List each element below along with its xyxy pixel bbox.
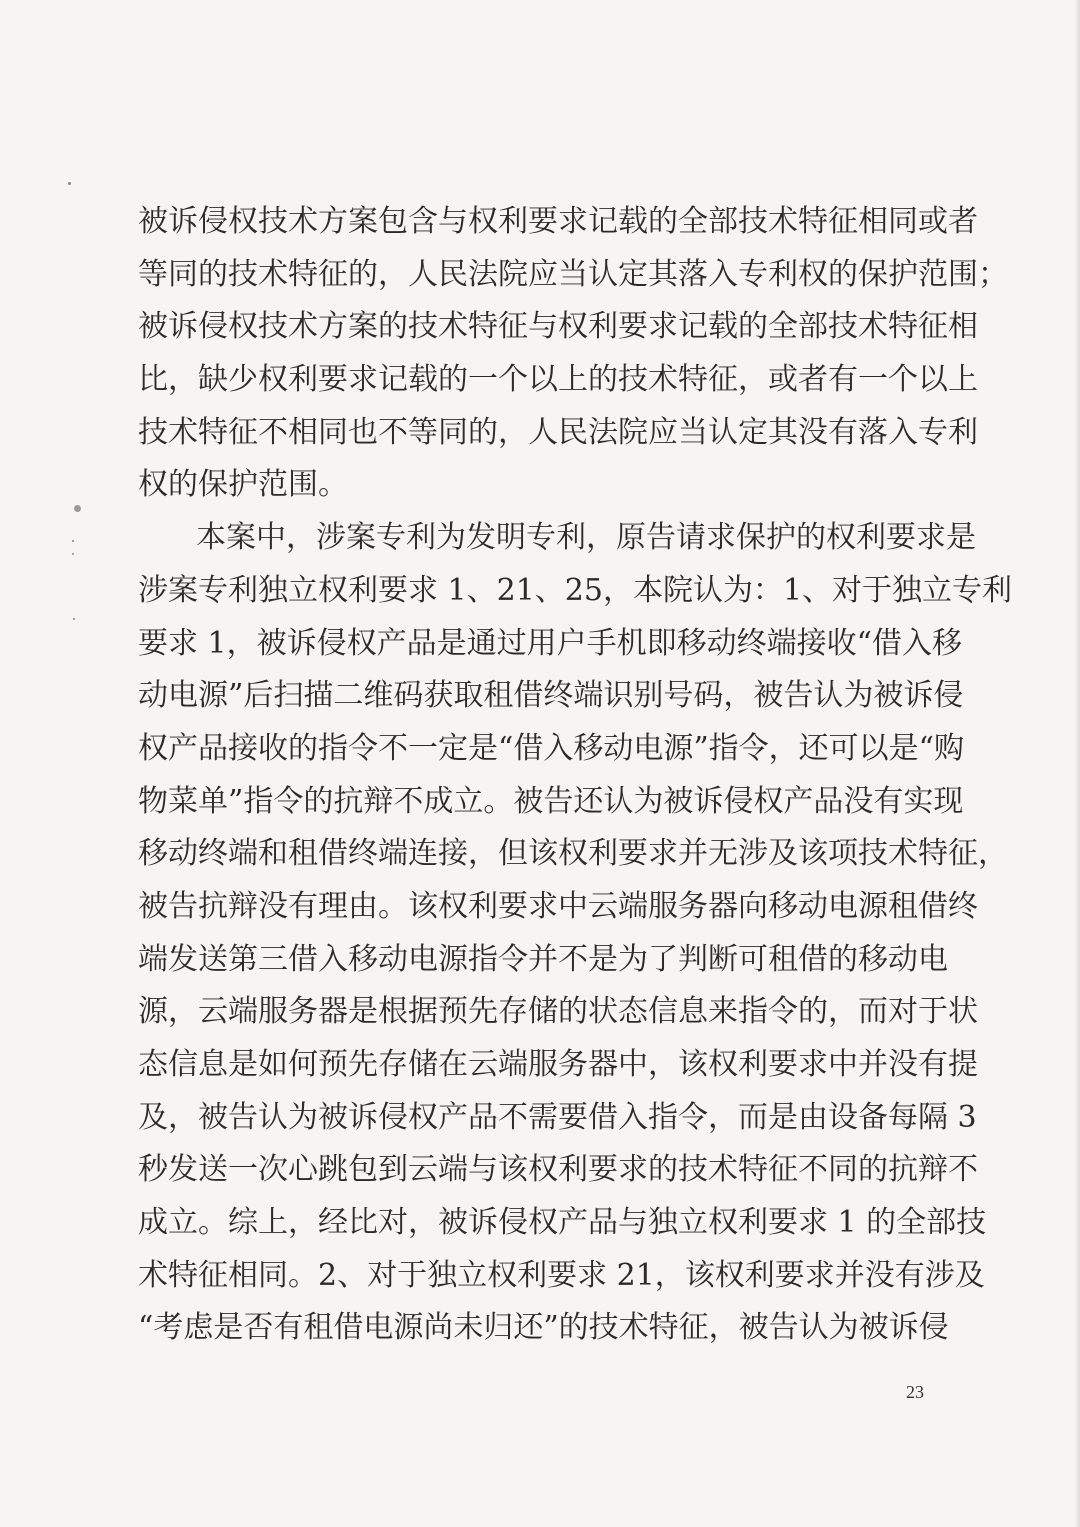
text-line: 涉案专利独立权利要求 1、21、25，本院认为：1、对于独立专利 — [138, 572, 1013, 608]
paragraph-1 — [138, 196, 1008, 512]
scan-speck — [74, 505, 81, 512]
text-line: 动电源”后扫描二维码获取租借终端识别号码，被告认为被诉侵 — [138, 678, 964, 714]
text-line: 权的保护范围。 — [138, 467, 348, 503]
text-line: 端发送第三借入移动电源指令并不是为了判断可租借的移动电 — [138, 941, 948, 977]
text-line: 及，被告认为被诉侵权产品不需要借入指令，而是由设备每隔 3 — [138, 1099, 977, 1135]
text-line: 被告抗辩没有理由。该权利要求中云端服务器向移动电源租借终 — [138, 888, 978, 924]
text-line: 要求 1，被诉侵权产品是通过用户手机即移动终端接收“借入移 — [138, 625, 962, 661]
text-line: 物菜单”指令的抗辩不成立。被告还认为被诉侵权产品没有实现 — [138, 783, 964, 819]
text-line: 被诉侵权技术方案包含与权利要求记载的全部技术特征相同或者 — [138, 204, 978, 239]
text-line: 秒发送一次心跳包到云端与该权利要求的技术特征不同的抗辩不 — [138, 1152, 978, 1188]
text-line: 等同的技术特征的，人民法院应当认定其落入专利权的保护范围； — [138, 256, 1008, 292]
text-line: “考虑是否有租借电源尚未归还”的技术特征，被告认为被诉侵 — [138, 1310, 949, 1346]
scan-speck — [73, 618, 75, 620]
scan-speck — [72, 553, 74, 555]
text-line: 比，缺少权利要求记载的一个以上的技术特征，或者有一个以上 — [138, 362, 978, 398]
scan-speck — [72, 540, 74, 542]
text-line: 本案中，涉案专利为发明专利，原告请求保护的权利要求是 — [196, 520, 976, 556]
text-line: 态信息是如何预先存储在云端服务器中，该权利要求中并没有提 — [138, 1047, 978, 1082]
text-line: 被诉侵权技术方案的技术特征与权利要求记载的全部技术特征相 — [138, 309, 978, 345]
text-line: 术特征相同。2、对于独立权利要求 21，该权利要求并没有涉及 — [138, 1257, 985, 1293]
page-number: 23 — [906, 1382, 924, 1402]
text-line: 移动终端和租借终端连接，但该权利要求并无涉及该项技术特征， — [138, 836, 1008, 872]
text-line: 成立。综上，经比对，被诉侵权产品与独立权利要求 1 的全部技 — [138, 1205, 987, 1241]
text-line: 源，云端服务器是根据预先存储的状态信息来指令的，而对于状 — [138, 994, 978, 1030]
document-body — [138, 196, 1013, 1355]
page-edge-shadow — [1074, 0, 1080, 1527]
text-line: 权产品接收的指令不一定是“借入移动电源”指令，还可以是“购 — [138, 730, 965, 766]
paragraph-2 — [138, 512, 1013, 1355]
text-line: 技术特征不相同也不等同的，人民法院应当认定其没有落入专利 — [138, 414, 978, 450]
scan-speck — [68, 182, 71, 185]
